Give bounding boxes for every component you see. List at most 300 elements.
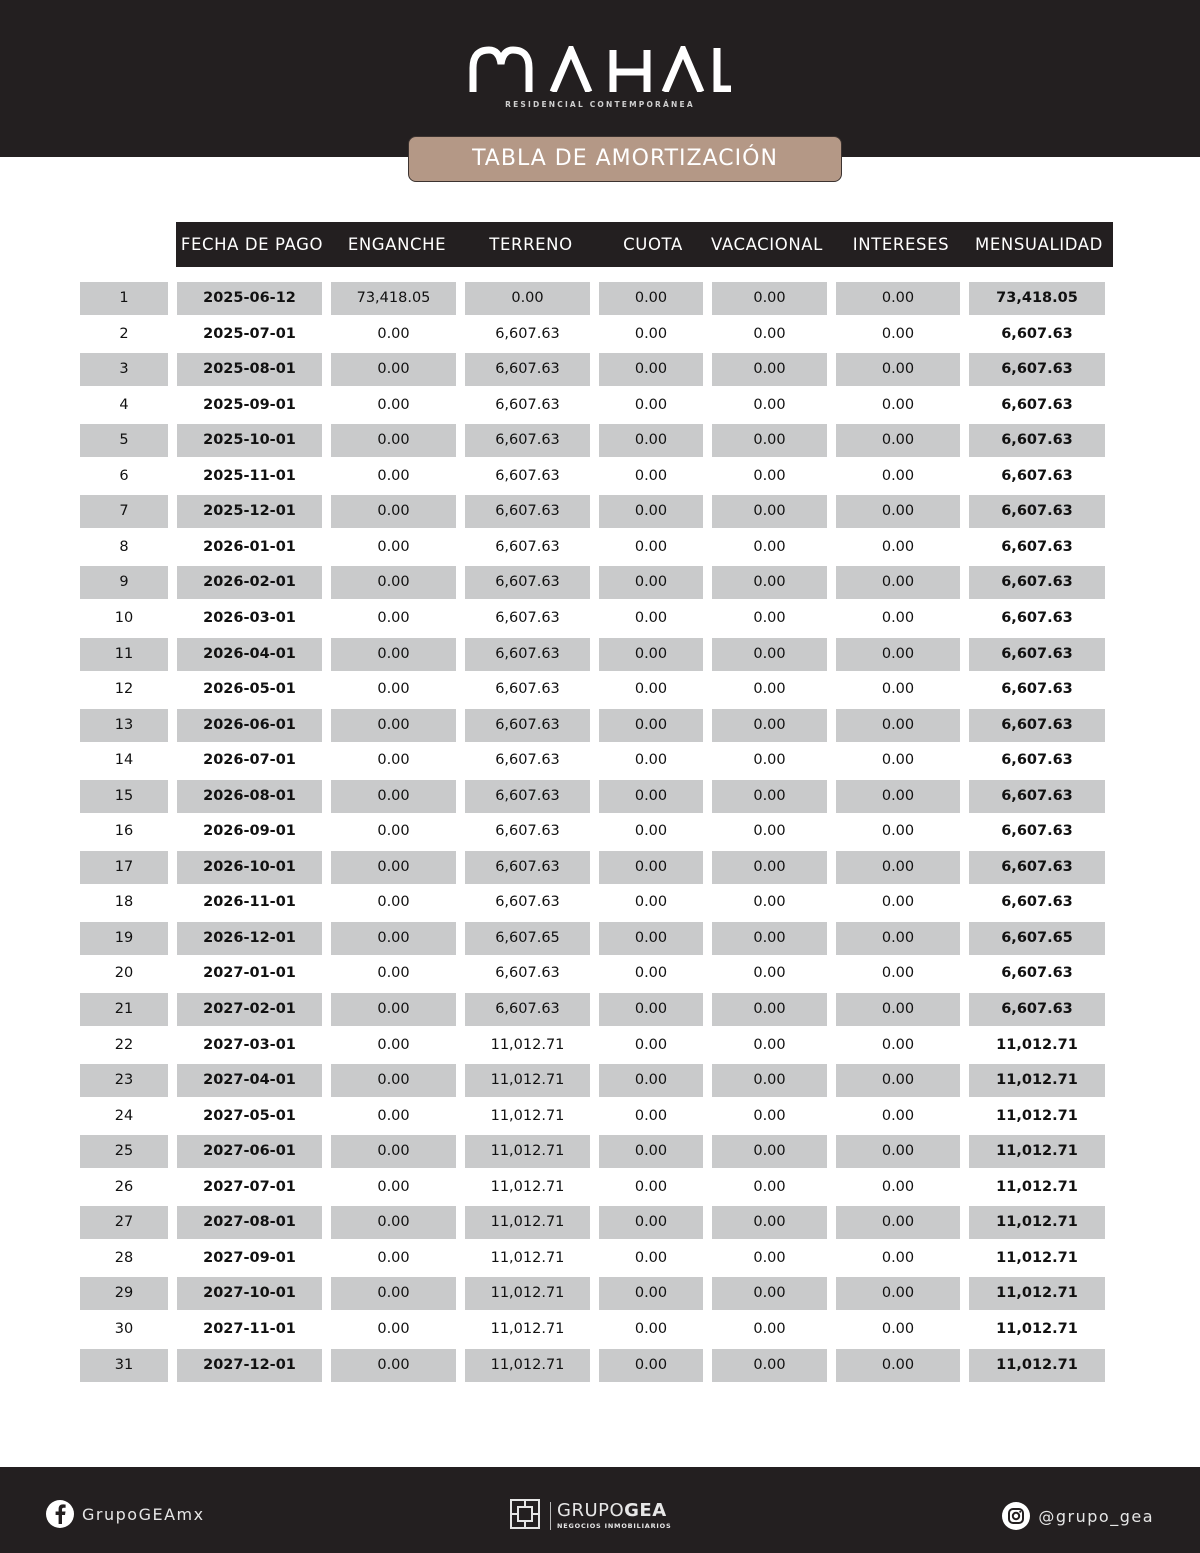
row-number: 2	[119, 326, 129, 342]
cell-intereses: 0.00	[881, 1037, 915, 1053]
cell-mensualidad: 6,607.63	[1001, 894, 1073, 910]
cell-intereses: 0.00	[881, 397, 915, 413]
table-row	[0, 1349, 1200, 1382]
cell-intereses: 0.00	[836, 780, 960, 813]
cell-intereses: 0.00	[836, 922, 960, 955]
table-row	[0, 1100, 1200, 1133]
cell-fecha: 2025-10-01	[177, 424, 322, 457]
cell-enganche: 0.00	[377, 397, 410, 413]
cell-intereses: 0.00	[836, 1135, 960, 1168]
cell-fecha: 2027-11-01	[203, 1321, 296, 1337]
cell-mensualidad: 6,607.63	[1001, 539, 1073, 555]
cell-cuota: 0.00	[599, 495, 703, 528]
cell-terreno: 11,012.71	[490, 1037, 565, 1053]
cell-mensualidad: 6,607.63	[969, 566, 1105, 599]
cell-vacacional: 0.00	[753, 894, 786, 910]
instagram-handle: @grupo_gea	[1038, 1506, 1154, 1526]
row-number: 15	[80, 780, 168, 813]
cell-intereses: 0.00	[836, 709, 960, 742]
table-row	[0, 638, 1200, 671]
cell-terreno: 6,607.63	[465, 566, 590, 599]
cell-terreno: 6,607.63	[495, 326, 560, 342]
cell-fecha: 2025-09-01	[203, 397, 296, 413]
row-number: 18	[114, 894, 134, 910]
cell-enganche: 73,418.05	[331, 282, 456, 315]
cell-enganche: 0.00	[331, 353, 456, 386]
cell-intereses: 0.00	[881, 1321, 915, 1337]
cell-mensualidad: 6,607.65	[969, 922, 1105, 955]
table-row	[0, 1242, 1200, 1275]
table-row	[0, 851, 1200, 884]
cell-intereses: 0.00	[836, 566, 960, 599]
mahal-tagline: RESIDENCIAL CONTEMPORÁNEA	[505, 100, 695, 109]
cell-cuota: 0.00	[599, 780, 703, 813]
table-row	[0, 815, 1200, 848]
cell-intereses: 0.00	[881, 1250, 915, 1266]
cell-vacacional: 0.00	[753, 397, 786, 413]
column-header-mensualidad: MENSUALIDAD	[975, 235, 1103, 254]
row-number: 13	[80, 709, 168, 742]
table-row	[0, 424, 1200, 457]
cell-cuota: 0.00	[634, 1037, 668, 1053]
cell-vacacional: 0.00	[712, 1206, 827, 1239]
cell-intereses: 0.00	[881, 752, 915, 768]
cell-terreno: 11,012.71	[490, 1108, 565, 1124]
cell-cuota: 0.00	[599, 566, 703, 599]
cell-terreno: 11,012.71	[465, 1349, 590, 1382]
row-number: 14	[114, 752, 134, 768]
cell-enganche: 0.00	[377, 823, 410, 839]
row-number: 22	[114, 1037, 134, 1053]
cell-cuota: 0.00	[634, 326, 668, 342]
cell-intereses: 0.00	[881, 1179, 915, 1195]
column-header-vacacional: VACACIONAL	[711, 235, 823, 254]
cell-fecha: 2025-12-01	[177, 495, 322, 528]
cell-enganche: 0.00	[377, 1179, 410, 1195]
cell-intereses: 0.00	[881, 326, 915, 342]
cell-mensualidad: 6,607.63	[969, 780, 1105, 813]
cell-cuota: 0.00	[599, 638, 703, 671]
cell-terreno: 6,607.63	[465, 993, 590, 1026]
cell-intereses: 0.00	[881, 610, 915, 626]
cell-cuota: 0.00	[599, 1064, 703, 1097]
cell-intereses: 0.00	[836, 424, 960, 457]
cell-terreno: 11,012.71	[465, 1206, 590, 1239]
cell-enganche: 0.00	[331, 1277, 456, 1310]
instagram-icon	[1002, 1502, 1030, 1530]
cell-enganche: 0.00	[331, 424, 456, 457]
cell-enganche: 0.00	[377, 1037, 410, 1053]
cell-terreno: 6,607.63	[465, 709, 590, 742]
cell-mensualidad: 6,607.63	[1001, 752, 1073, 768]
cell-fecha: 2025-07-01	[203, 326, 296, 342]
cell-mensualidad: 11,012.71	[969, 1064, 1105, 1097]
cell-terreno: 11,012.71	[490, 1250, 565, 1266]
row-number: 27	[80, 1206, 168, 1239]
cell-mensualidad: 6,607.63	[1001, 397, 1073, 413]
cell-enganche: 0.00	[331, 922, 456, 955]
cell-vacacional: 0.00	[753, 1108, 786, 1124]
cell-mensualidad: 6,607.63	[969, 353, 1105, 386]
cell-vacacional: 0.00	[753, 326, 786, 342]
cell-terreno: 11,012.71	[465, 1277, 590, 1310]
cell-vacacional: 0.00	[712, 495, 827, 528]
cell-mensualidad: 6,607.63	[969, 993, 1105, 1026]
cell-fecha: 2025-11-01	[203, 468, 296, 484]
cell-terreno: 6,607.63	[465, 780, 590, 813]
cell-intereses: 0.00	[836, 1277, 960, 1310]
instagram-link[interactable]	[1002, 1502, 1154, 1530]
cell-vacacional: 0.00	[753, 823, 786, 839]
cell-mensualidad: 6,607.63	[1001, 468, 1073, 484]
table-row	[0, 744, 1200, 777]
cell-fecha: 2026-01-01	[203, 539, 296, 555]
row-number: 9	[80, 566, 168, 599]
cell-fecha: 2026-05-01	[203, 681, 296, 697]
cell-vacacional: 0.00	[712, 922, 827, 955]
cell-cuota: 0.00	[634, 1321, 668, 1337]
cell-cuota: 0.00	[599, 709, 703, 742]
cell-enganche: 0.00	[377, 1250, 410, 1266]
cell-cuota: 0.00	[599, 282, 703, 315]
cell-intereses: 0.00	[836, 282, 960, 315]
row-number: 11	[80, 638, 168, 671]
table-row	[0, 780, 1200, 813]
cell-intereses: 0.00	[836, 495, 960, 528]
cell-mensualidad: 11,012.71	[996, 1179, 1078, 1195]
cell-vacacional: 0.00	[753, 610, 786, 626]
column-header-fecha: FECHA DE PAGO	[180, 235, 324, 254]
cell-vacacional: 0.00	[712, 1277, 827, 1310]
table-row	[0, 495, 1200, 528]
cell-enganche: 0.00	[331, 638, 456, 671]
table-row	[0, 1206, 1200, 1239]
cell-fecha: 2026-07-01	[203, 752, 296, 768]
facebook-link[interactable]	[46, 1500, 205, 1528]
cell-cuota: 0.00	[634, 681, 668, 697]
table-row	[0, 1313, 1200, 1346]
cell-fecha: 2026-03-01	[203, 610, 296, 626]
cell-mensualidad: 11,012.71	[996, 1108, 1078, 1124]
cell-cuota: 0.00	[634, 894, 668, 910]
cell-cuota: 0.00	[634, 1108, 668, 1124]
row-number: 20	[114, 965, 134, 981]
cell-fecha: 2027-05-01	[203, 1108, 296, 1124]
cell-mensualidad: 11,012.71	[969, 1349, 1105, 1382]
cell-mensualidad: 6,607.63	[969, 424, 1105, 457]
cell-vacacional: 0.00	[712, 1135, 827, 1168]
cell-cuota: 0.00	[634, 610, 668, 626]
cell-cuota: 0.00	[599, 1349, 703, 1382]
row-number: 3	[80, 353, 168, 386]
grupo-gea-logo	[508, 1497, 671, 1535]
cell-vacacional: 0.00	[753, 1179, 786, 1195]
cell-vacacional: 0.00	[753, 1321, 786, 1337]
cell-mensualidad: 11,012.71	[969, 1135, 1105, 1168]
cell-intereses: 0.00	[881, 965, 915, 981]
cell-intereses: 0.00	[836, 1064, 960, 1097]
cell-fecha: 2026-06-01	[177, 709, 322, 742]
cell-fecha: 2027-02-01	[177, 993, 322, 1026]
column-header-enganche: ENGANCHE	[347, 235, 447, 254]
cell-fecha: 2026-08-01	[177, 780, 322, 813]
cell-terreno: 11,012.71	[490, 1321, 565, 1337]
table-row	[0, 353, 1200, 386]
cell-mensualidad: 11,012.71	[969, 1277, 1105, 1310]
cell-enganche: 0.00	[377, 468, 410, 484]
cell-fecha: 2027-03-01	[203, 1037, 296, 1053]
row-number: 31	[80, 1349, 168, 1382]
cell-fecha: 2027-10-01	[177, 1277, 322, 1310]
cell-vacacional: 0.00	[712, 353, 827, 386]
row-number: 29	[80, 1277, 168, 1310]
cell-mensualidad: 6,607.63	[969, 851, 1105, 884]
cell-enganche: 0.00	[331, 780, 456, 813]
table-row	[0, 993, 1200, 1026]
cell-mensualidad: 6,607.63	[969, 638, 1105, 671]
cell-mensualidad: 11,012.71	[996, 1250, 1078, 1266]
grupo-gea-tagline: NEGOCIOS INMOBILIARIOS	[557, 1522, 672, 1530]
cell-intereses: 0.00	[836, 1349, 960, 1382]
cell-vacacional: 0.00	[712, 709, 827, 742]
cell-intereses: 0.00	[836, 1206, 960, 1239]
cell-cuota: 0.00	[634, 1179, 668, 1195]
cell-enganche: 0.00	[377, 965, 410, 981]
cell-fecha: 2026-04-01	[177, 638, 322, 671]
cell-cuota: 0.00	[599, 424, 703, 457]
cell-terreno: 0.00	[465, 282, 590, 315]
row-number: 4	[119, 397, 129, 413]
cell-cuota: 0.00	[634, 397, 668, 413]
cell-enganche: 0.00	[331, 566, 456, 599]
cell-terreno: 6,607.65	[465, 922, 590, 955]
row-number: 21	[80, 993, 168, 1026]
facebook-icon	[46, 1500, 74, 1528]
cell-fecha: 2027-04-01	[177, 1064, 322, 1097]
cell-enganche: 0.00	[331, 851, 456, 884]
cell-vacacional: 0.00	[753, 965, 786, 981]
cell-intereses: 0.00	[881, 823, 915, 839]
cell-terreno: 6,607.63	[495, 823, 560, 839]
table-row	[0, 709, 1200, 742]
table-row	[0, 602, 1200, 635]
cell-terreno: 6,607.63	[495, 539, 560, 555]
cell-fecha: 2026-11-01	[203, 894, 296, 910]
cell-enganche: 0.00	[377, 610, 410, 626]
cell-cuota: 0.00	[599, 922, 703, 955]
cell-vacacional: 0.00	[753, 539, 786, 555]
row-number: 6	[119, 468, 129, 484]
cell-enganche: 0.00	[331, 1135, 456, 1168]
cell-vacacional: 0.00	[712, 851, 827, 884]
row-number: 16	[114, 823, 134, 839]
mahal-logo	[0, 36, 1200, 109]
table-row	[0, 566, 1200, 599]
cell-fecha: 2027-12-01	[177, 1349, 322, 1382]
cell-mensualidad: 6,607.63	[1001, 681, 1073, 697]
row-number: 23	[80, 1064, 168, 1097]
cell-vacacional: 0.00	[753, 752, 786, 768]
cell-terreno: 11,012.71	[465, 1135, 590, 1168]
cell-fecha: 2026-10-01	[177, 851, 322, 884]
cell-terreno: 11,012.71	[465, 1064, 590, 1097]
cell-terreno: 6,607.63	[495, 681, 560, 697]
cell-vacacional: 0.00	[753, 1037, 786, 1053]
cell-terreno: 6,607.63	[495, 752, 560, 768]
cell-terreno: 6,607.63	[465, 353, 590, 386]
row-number: 10	[114, 610, 134, 626]
row-number: 24	[114, 1108, 134, 1124]
cell-enganche: 0.00	[377, 1108, 410, 1124]
cell-fecha: 2025-08-01	[177, 353, 322, 386]
cell-cuota: 0.00	[599, 353, 703, 386]
cell-intereses: 0.00	[881, 894, 915, 910]
table-row	[0, 1135, 1200, 1168]
cell-mensualidad: 6,607.63	[969, 495, 1105, 528]
cell-cuota: 0.00	[634, 823, 668, 839]
cell-vacacional: 0.00	[712, 1064, 827, 1097]
cell-cuota: 0.00	[599, 1206, 703, 1239]
row-number: 28	[114, 1250, 134, 1266]
cell-enganche: 0.00	[331, 1064, 456, 1097]
cell-terreno: 6,607.63	[495, 965, 560, 981]
cell-intereses: 0.00	[836, 638, 960, 671]
cell-enganche: 0.00	[377, 894, 410, 910]
cell-terreno: 6,607.63	[465, 638, 590, 671]
cell-cuota: 0.00	[634, 1250, 668, 1266]
cell-vacacional: 0.00	[712, 566, 827, 599]
table-row	[0, 389, 1200, 422]
cell-cuota: 0.00	[599, 1135, 703, 1168]
cell-terreno: 6,607.63	[495, 610, 560, 626]
cell-mensualidad: 6,607.63	[969, 709, 1105, 742]
cell-fecha: 2026-02-01	[177, 566, 322, 599]
cell-mensualidad: 73,418.05	[969, 282, 1105, 315]
cell-fecha: 2027-09-01	[203, 1250, 296, 1266]
cell-mensualidad: 6,607.63	[1001, 326, 1073, 342]
cell-vacacional: 0.00	[753, 1250, 786, 1266]
grupo-gea-logo-icon	[508, 1497, 542, 1535]
column-header-cuota: CUOTA	[623, 235, 683, 254]
row-number: 5	[80, 424, 168, 457]
cell-intereses: 0.00	[881, 468, 915, 484]
facebook-handle: GrupoGEAmx	[82, 1504, 205, 1524]
row-number: 12	[114, 681, 134, 697]
page-title: TABLA DE AMORTIZACIÓN	[408, 136, 842, 182]
table-row	[0, 282, 1200, 315]
cell-intereses: 0.00	[836, 851, 960, 884]
cell-mensualidad: 6,607.63	[1001, 610, 1073, 626]
cell-cuota: 0.00	[599, 993, 703, 1026]
cell-vacacional: 0.00	[712, 424, 827, 457]
table-row	[0, 1277, 1200, 1310]
cell-fecha: 2026-09-01	[203, 823, 296, 839]
cell-cuota: 0.00	[634, 539, 668, 555]
cell-enganche: 0.00	[331, 1349, 456, 1382]
cell-intereses: 0.00	[881, 681, 915, 697]
cell-terreno: 6,607.63	[465, 495, 590, 528]
cell-fecha: 2026-12-01	[177, 922, 322, 955]
column-header-terreno: TERRENO	[489, 235, 573, 254]
cell-vacacional: 0.00	[712, 993, 827, 1026]
cell-vacacional: 0.00	[712, 780, 827, 813]
cell-intereses: 0.00	[881, 539, 915, 555]
cell-terreno: 11,012.71	[490, 1179, 565, 1195]
table-row	[0, 318, 1200, 351]
cell-cuota: 0.00	[634, 752, 668, 768]
cell-vacacional: 0.00	[753, 681, 786, 697]
cell-mensualidad: 6,607.63	[1001, 965, 1073, 981]
grupo-gea-name: GRUPOGEA	[557, 1500, 667, 1521]
table-header	[176, 222, 1113, 267]
cell-fecha: 2027-08-01	[177, 1206, 322, 1239]
table-row	[0, 673, 1200, 706]
cell-intereses: 0.00	[836, 353, 960, 386]
row-number: 25	[80, 1135, 168, 1168]
cell-cuota: 0.00	[599, 1277, 703, 1310]
cell-vacacional: 0.00	[712, 1349, 827, 1382]
cell-fecha: 2027-01-01	[203, 965, 296, 981]
cell-enganche: 0.00	[331, 495, 456, 528]
table-row	[0, 1064, 1200, 1097]
cell-enganche: 0.00	[377, 326, 410, 342]
cell-enganche: 0.00	[377, 681, 410, 697]
table-row	[0, 531, 1200, 564]
row-number: 19	[80, 922, 168, 955]
row-number: 17	[80, 851, 168, 884]
row-number: 1	[80, 282, 168, 315]
cell-enganche: 0.00	[377, 1321, 410, 1337]
cell-terreno: 6,607.63	[495, 397, 560, 413]
table-row	[0, 957, 1200, 990]
cell-enganche: 0.00	[331, 993, 456, 1026]
cell-terreno: 6,607.63	[495, 468, 560, 484]
mahal-logo-wordmark	[0, 36, 1200, 92]
row-number: 8	[119, 539, 129, 555]
cell-enganche: 0.00	[377, 539, 410, 555]
cell-vacacional: 0.00	[753, 468, 786, 484]
cell-mensualidad: 6,607.63	[1001, 823, 1073, 839]
cell-intereses: 0.00	[881, 1108, 915, 1124]
row-number: 26	[114, 1179, 134, 1195]
cell-vacacional: 0.00	[712, 282, 827, 315]
cell-mensualidad: 11,012.71	[969, 1206, 1105, 1239]
cell-enganche: 0.00	[377, 752, 410, 768]
cell-enganche: 0.00	[331, 1206, 456, 1239]
cell-intereses: 0.00	[836, 993, 960, 1026]
cell-cuota: 0.00	[599, 851, 703, 884]
cell-cuota: 0.00	[634, 468, 668, 484]
cell-fecha: 2025-06-12	[177, 282, 322, 315]
row-number: 30	[114, 1321, 134, 1337]
table-row	[0, 460, 1200, 493]
cell-cuota: 0.00	[634, 965, 668, 981]
cell-fecha: 2027-07-01	[203, 1179, 296, 1195]
cell-terreno: 6,607.63	[495, 894, 560, 910]
cell-mensualidad: 11,012.71	[996, 1321, 1078, 1337]
cell-enganche: 0.00	[331, 709, 456, 742]
cell-mensualidad: 11,012.71	[996, 1037, 1078, 1053]
row-number: 7	[80, 495, 168, 528]
table-row	[0, 1171, 1200, 1204]
table-row	[0, 1029, 1200, 1062]
table-row	[0, 886, 1200, 919]
cell-terreno: 6,607.63	[465, 424, 590, 457]
cell-terreno: 6,607.63	[465, 851, 590, 884]
cell-vacacional: 0.00	[712, 638, 827, 671]
cell-fecha: 2027-06-01	[177, 1135, 322, 1168]
column-header-intereses: INTERESES	[852, 235, 950, 254]
